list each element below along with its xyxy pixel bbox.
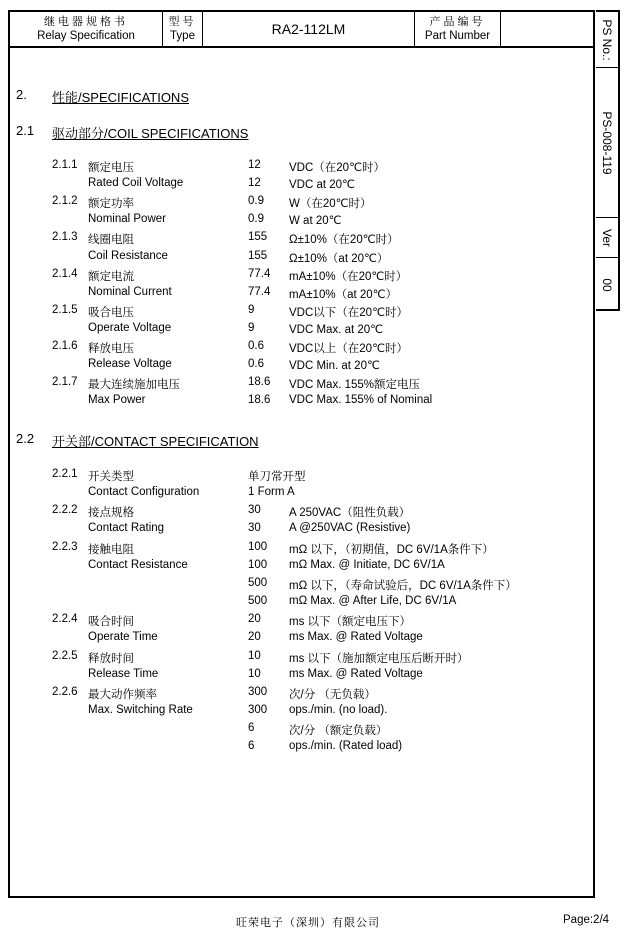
header-type-cn: 型号 [168, 16, 197, 28]
spec-label: 额定电压 [88, 162, 134, 174]
spec-value: 300 [248, 685, 268, 698]
spec-value: 6 [248, 740, 255, 753]
spec-unit: VDC以下（在20℃时） [289, 306, 408, 319]
spec-number: 2.1.5 [52, 303, 78, 316]
spec-value: 1 Form A [248, 486, 295, 499]
spec-label: 最大动作频率 [88, 688, 157, 701]
spec-unit: Ω±10%（at 20℃） [289, 252, 389, 265]
spec-label: Contact Resistance [88, 558, 188, 571]
rail-ps-number: PS-008-119 [600, 110, 614, 175]
spec-value: 20 [248, 613, 261, 626]
header-part-cell [415, 12, 501, 46]
header-spec-cell [10, 12, 163, 46]
header-type-en: Type [170, 30, 195, 42]
spec-unit: A @250VAC (Resistive) [289, 522, 411, 535]
spec-value: 155 [248, 231, 268, 244]
spec-label: 额定电流 [88, 270, 134, 283]
spec-value: 0.9 [248, 213, 264, 226]
contact-section-title: 开关部/CONTACT SPECIFICATION [52, 434, 259, 449]
rail-ps-label-cell [596, 12, 618, 68]
spec-label: Max. Switching Rate [88, 703, 193, 716]
spec-label: 释放时间 [88, 652, 134, 665]
section-title: 性能/SPECIFICATIONS [52, 90, 189, 105]
spec-value: 10 [248, 667, 261, 680]
spec-number: 2.2.4 [52, 613, 78, 626]
spec-label: 接触电阻 [88, 543, 134, 556]
footer-page-number: Page:2/4 [563, 914, 610, 926]
spec-number: 2.2.1 [52, 468, 78, 480]
rail-ver-label: Ver [600, 228, 614, 247]
spec-value: 6 [248, 722, 255, 735]
spec-value: 500 [248, 576, 268, 589]
header-part-en: Part Number [424, 30, 491, 42]
spec-value: 155 [248, 249, 268, 262]
header-model: RA2-112LM [203, 12, 415, 46]
spec-unit: mA±10%（at 20℃） [289, 288, 398, 301]
spec-label: 吸合时间 [88, 616, 134, 629]
spec-unit: W（在20℃时） [289, 198, 372, 211]
rail-ver-label-cell [596, 218, 618, 258]
header-spec-cn: 继电器规格书 [44, 16, 128, 28]
spec-value: 100 [248, 540, 268, 553]
spec-unit: ms Max. @ Rated Voltage [289, 667, 423, 680]
spec-label: Operate Voltage [88, 321, 172, 334]
spec-value: 9 [248, 321, 255, 334]
spec-value: 77.4 [248, 285, 271, 298]
side-rail [596, 10, 620, 311]
spec-label: Release Voltage [88, 358, 172, 371]
rail-ps-number-cell [596, 68, 618, 218]
coil-section-title: 驱动部分/COIL SPECIFICATIONS [52, 126, 249, 141]
spec-value: 18.6 [248, 376, 271, 389]
spec-unit: ms 以下（额定电压下） [289, 616, 412, 629]
spec-unit: mΩ Max. @ After Life, DC 6V/1A [289, 595, 457, 608]
spec-label: Max Power [88, 394, 146, 407]
spec-value: 12 [248, 177, 261, 190]
spec-unit: mΩ Max. @ Initiate, DC 6V/1A [289, 558, 445, 571]
spec-label: Release Time [88, 667, 159, 680]
spec-value: 77.4 [248, 267, 271, 280]
spec-number: 2.2.6 [52, 685, 78, 698]
rail-ver: 00 [600, 277, 614, 292]
spec-value: 9 [248, 303, 255, 316]
spec-unit: ms Max. @ Rated Voltage [289, 631, 423, 644]
spec-unit: VDC Max. at 20℃ [289, 323, 384, 336]
spec-unit: ms 以下（施加额定电压后断开时） [289, 652, 469, 665]
spec-value: 0.6 [248, 358, 264, 371]
spec-number: 2.1.3 [52, 231, 78, 244]
coil-section-number: 2.1 [16, 123, 35, 138]
spec-value: 300 [248, 703, 268, 716]
spec-value: 500 [248, 595, 268, 608]
spec-label: 线圈电阻 [88, 234, 134, 247]
spec-label: Operate Time [88, 631, 158, 644]
spec-number: 2.2.5 [52, 649, 78, 662]
spec-label: 最大连续施加电压 [88, 379, 180, 392]
header-spec-en: Relay Specification [37, 30, 135, 42]
spec-unit: VDC Min. at 20℃ [289, 360, 380, 373]
header-type-cell [163, 12, 203, 46]
spec-value: 单刀常开型 [248, 471, 306, 483]
spec-value: 12 [248, 159, 261, 171]
spec-value: 100 [248, 558, 268, 571]
spec-unit: VDC（在20℃时） [289, 162, 385, 174]
spec-label: Nominal Power [88, 213, 166, 226]
spec-unit: 次/分 （额定负载） [289, 725, 388, 738]
spec-value: 20 [248, 631, 261, 644]
spec-label: 吸合电压 [88, 306, 134, 319]
spec-label: 开关类型 [88, 471, 134, 483]
spec-value: 30 [248, 504, 261, 517]
spec-label: Coil Resistance [88, 249, 168, 262]
spec-unit: mΩ 以下，（初期值，DC 6V/1A条件下） [289, 543, 494, 556]
spec-unit: W at 20℃ [289, 215, 342, 228]
spec-label: Contact Rating [88, 522, 165, 535]
spec-unit: VDC at 20℃ [289, 179, 355, 192]
spec-label: 额定功率 [88, 198, 134, 211]
section-number: 2. [16, 87, 27, 102]
spec-unit: 次/分 （无负载） [289, 688, 376, 701]
spec-label: Rated Coil Voltage [88, 177, 184, 190]
spec-unit: mΩ 以下，（寿命试验后，DC 6V/1A条件下） [289, 579, 517, 592]
spec-unit: A 250VAC（阻性负载） [289, 507, 411, 520]
spec-unit: VDC以上（在20℃时） [289, 343, 408, 355]
spec-number: 2.1.4 [52, 267, 78, 280]
spec-unit: VDC Max. 155%额定电压 [289, 379, 421, 392]
spec-number: 2.1.6 [52, 340, 78, 352]
spec-number: 2.1.2 [52, 195, 78, 208]
spec-value: 18.6 [248, 394, 271, 407]
spec-label: 释放电压 [88, 343, 134, 355]
spec-unit: ops./min. (no load). [289, 703, 388, 716]
spec-unit: Ω±10%（在20℃时） [289, 234, 399, 247]
rail-ps-label: PS No.: [600, 18, 614, 61]
spec-value: 0.6 [248, 340, 264, 352]
footer-company: 旺荣电子（深圳）有限公司 [236, 917, 380, 929]
spec-number: 2.1.1 [52, 159, 78, 171]
spec-label: 接点规格 [88, 507, 134, 520]
spec-value: 30 [248, 522, 261, 535]
header-part-value [501, 12, 593, 46]
spec-value: 0.9 [248, 195, 264, 208]
spec-number: 2.2.3 [52, 540, 78, 553]
spec-number: 2.2.2 [52, 504, 78, 517]
spec-unit: mA±10%（在20℃时） [289, 270, 408, 283]
spec-number: 2.1.7 [52, 376, 78, 389]
page-frame [8, 10, 595, 898]
spec-label: Contact Configuration [88, 486, 200, 499]
spec-unit: ops./min. (Rated load) [289, 740, 403, 753]
spec-label: Nominal Current [88, 285, 172, 298]
spec-value: 10 [248, 649, 261, 662]
contact-section-number: 2.2 [16, 431, 35, 446]
header-part-cn: 产品编号 [429, 16, 486, 28]
spec-unit: VDC Max. 155% of Nominal [289, 394, 433, 407]
document-header [8, 10, 595, 48]
rail-ver-cell [596, 258, 618, 311]
